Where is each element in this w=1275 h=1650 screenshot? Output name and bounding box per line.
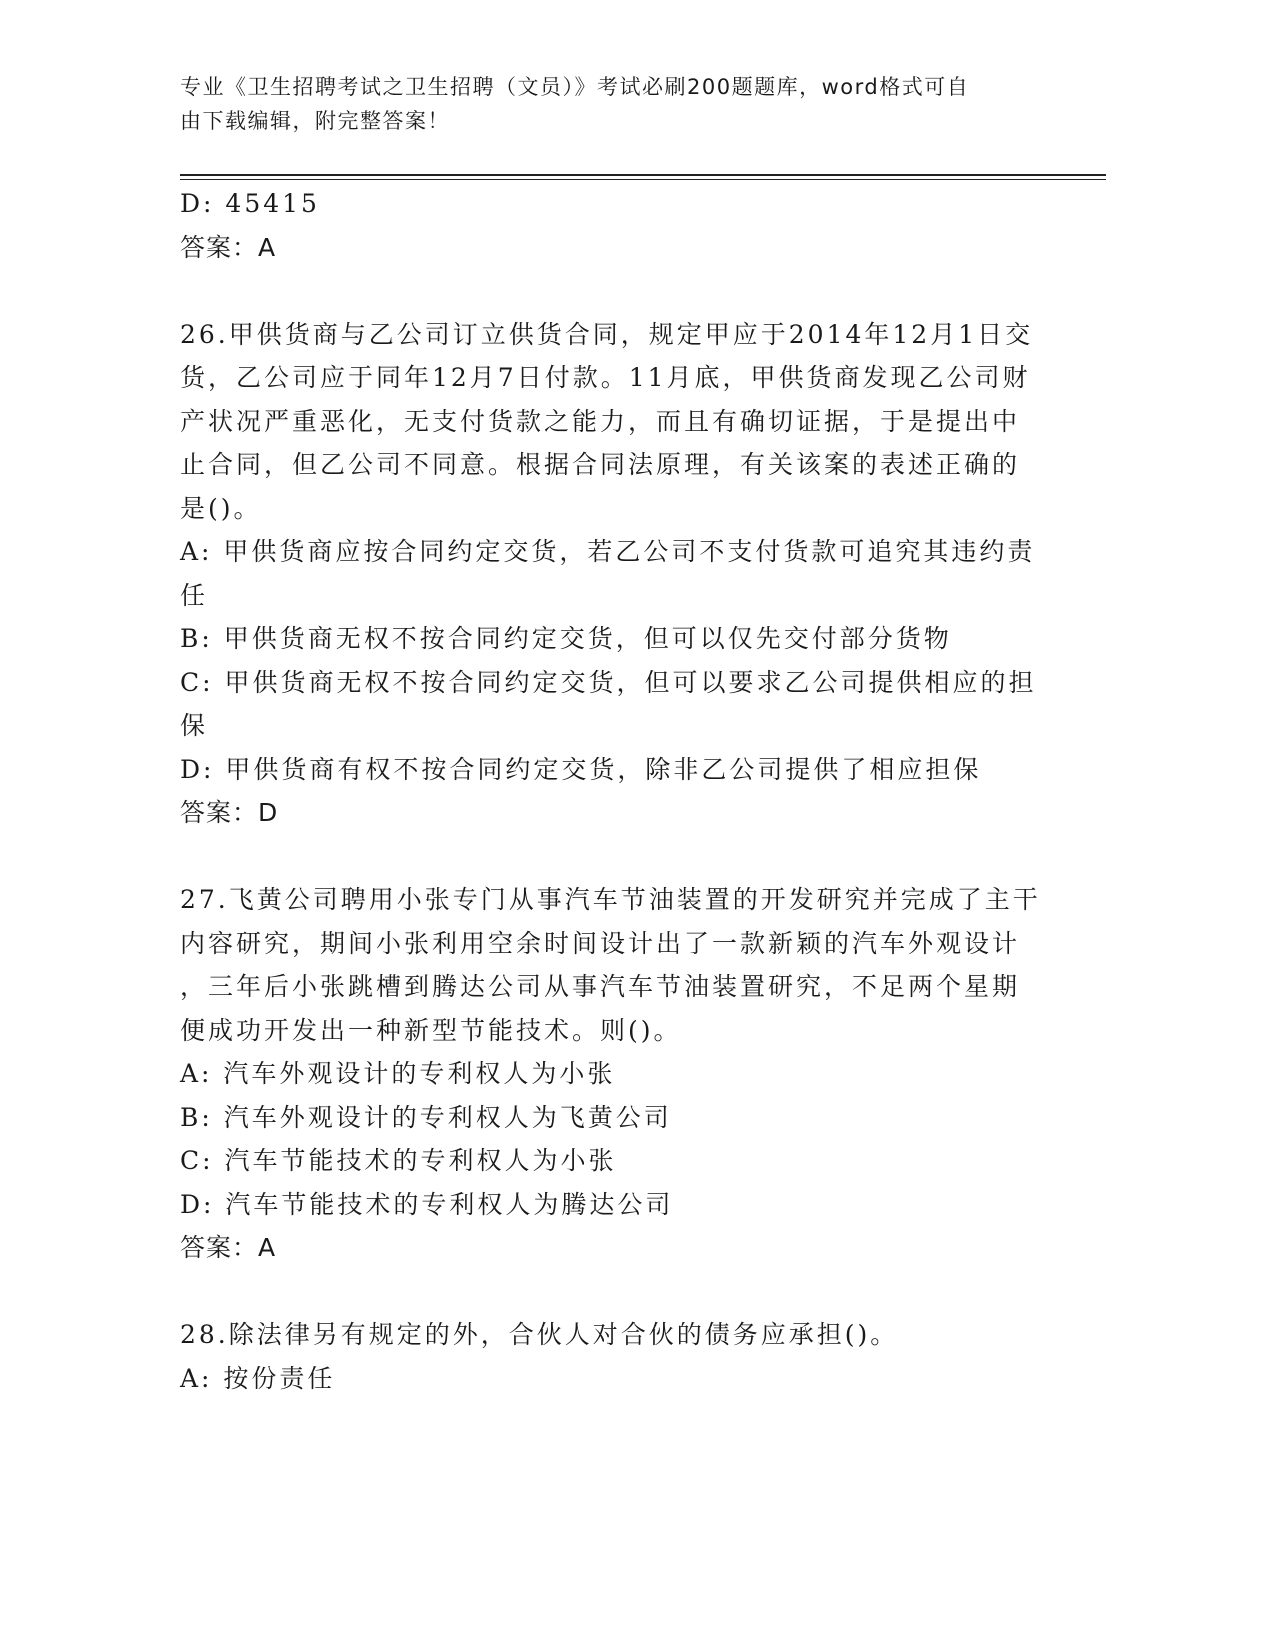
question-28 bbox=[180, 1313, 1050, 1400]
document-header bbox=[180, 70, 1040, 138]
spacer bbox=[180, 835, 1050, 879]
prev-answer: 答案：A bbox=[180, 232, 277, 262]
q27-stem-line: 内容研究，期间小张利用空余时间设计出了一款新颖的汽车外观设计 bbox=[180, 928, 1021, 958]
q27-option-a: A: 汽车外观设计的专利权人为小张 bbox=[180, 1059, 616, 1088]
header-rule-thick bbox=[180, 174, 1106, 176]
q26-stem-line: 货，乙公司应于同年12月7日付款。11月底，甲供货商发现乙公司财 bbox=[180, 363, 1031, 392]
question-27 bbox=[180, 878, 1050, 1270]
spacer bbox=[180, 269, 1050, 313]
q27-option-d: D: 汽车节能技术的专利权人为腾达公司 bbox=[180, 1189, 674, 1219]
header-line-1: 专业《卫生招聘考试之卫生招聘（文员）》考试必刷200题题库，word格式可自 bbox=[180, 75, 970, 99]
header-line-2: 由下载编辑，附完整答案！ bbox=[180, 109, 450, 133]
q27-stem-line: ，三年后小张跳槽到腾达公司从事汽车节油装置研究，不足两个星期 bbox=[180, 972, 1021, 1001]
q26-stem-line: 产状况严重恶化，无支付货款之能力，而且有确切证据，于是提出中 bbox=[180, 406, 1021, 436]
q27-option-c: C: 汽车节能技术的专利权人为小张 bbox=[180, 1146, 617, 1175]
q26-stem-line: 止合同，但乙公司不同意。根据合同法原理，有关该案的表述正确的 bbox=[180, 450, 1021, 479]
q26-stem-line: 26.甲供货商与乙公司订立供货合同，规定甲应于2014年12月1日交 bbox=[180, 319, 1034, 349]
header-rule-thin bbox=[180, 179, 1106, 180]
question-content bbox=[180, 182, 1050, 1400]
q26-option-c: C: 甲供货商无权不按合同约定交货，但可以要求乙公司提供相应的担 bbox=[180, 667, 1037, 697]
q27-stem-line: 27.飞黄公司聘用小张专门从事汽车节油装置的开发研究并完成了主干 bbox=[180, 885, 1041, 914]
q27-stem-line: 便成功开发出一种新型节能技术。则()。 bbox=[180, 1015, 682, 1045]
q27-option-b: B: 汽车外观设计的专利权人为飞黄公司 bbox=[180, 1102, 672, 1132]
spacer bbox=[180, 1270, 1050, 1314]
q26-option-d: D: 甲供货商有权不按合同约定交货，除非乙公司提供了相应担保 bbox=[180, 754, 982, 784]
q26-option-b: B: 甲供货商无权不按合同约定交货，但可以仅先交付部分货物 bbox=[180, 624, 952, 653]
q28-stem: 28.除法律另有规定的外，合伙人对合伙的债务应承担()。 bbox=[180, 1320, 899, 1349]
q26-option-c-cont: 保 bbox=[180, 711, 209, 740]
q26-option-a-cont: 任 bbox=[180, 580, 209, 610]
q27-answer: 答案：A bbox=[180, 1233, 277, 1262]
prev-option-d: D: 45415 bbox=[180, 189, 320, 218]
q26-stem-line: 是()。 bbox=[180, 493, 262, 523]
question-26 bbox=[180, 313, 1050, 835]
q28-option-a: A: 按份责任 bbox=[180, 1363, 336, 1393]
q26-answer: 答案：D bbox=[180, 798, 279, 827]
q26-option-a: A: 甲供货商应按合同约定交货，若乙公司不支付货款可追究其违约责 bbox=[180, 537, 1036, 566]
